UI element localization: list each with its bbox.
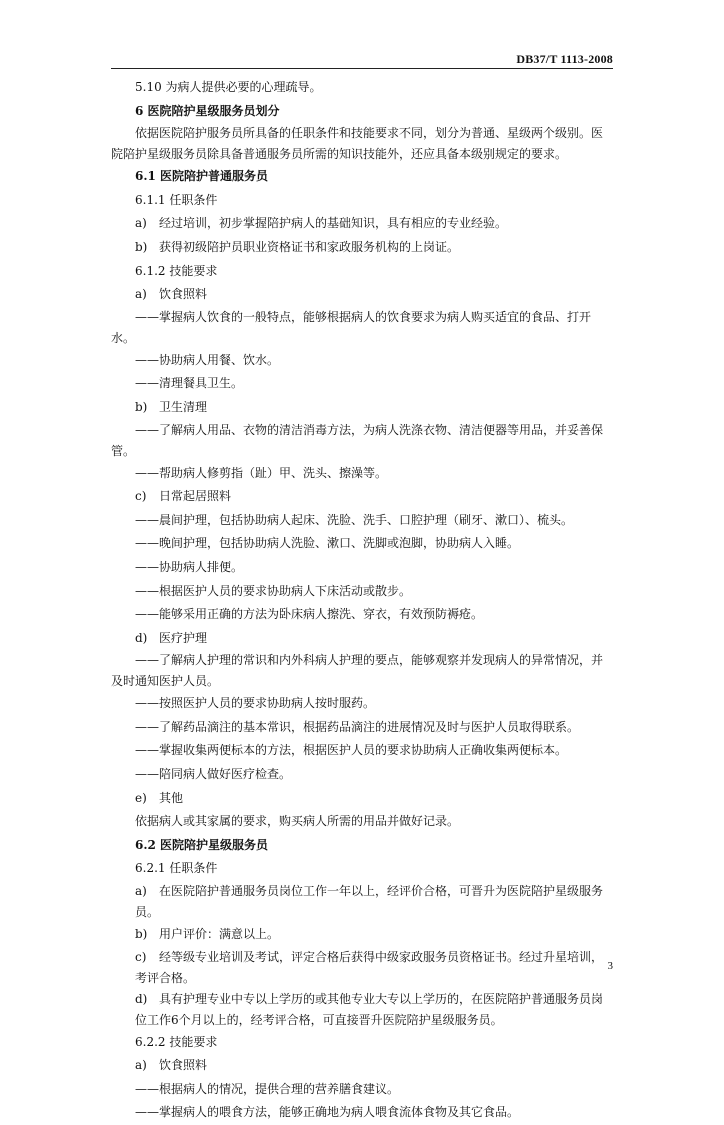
- paragraph: ——了解病人用品、衣物的清洁消毒方法，为病人洗涤衣物、清洁便器等用品，并妥善保管。: [111, 422, 604, 458]
- header-rule: [111, 68, 613, 69]
- list-item-text: 饮食照料: [159, 1058, 208, 1073]
- paragraph: 依据医院陪护服务员所具备的任职条件和技能要求不同，划分为普通、星级两个级别。医院陪护星级服务员除具备普通服务员所需的知识技能外，还应具备本级别规定的要求。: [111, 126, 604, 162]
- text-line: ——掌握收集两便标本的方法，根据医护人员的要求协助病人正确收集两便标本。: [135, 743, 568, 758]
- list-item-label: c): [135, 489, 147, 504]
- list-item-label: a): [135, 884, 147, 899]
- list-item-text: 饮食照料: [159, 287, 208, 302]
- page-number: 3: [607, 960, 613, 972]
- section-heading: 6 医院陪护星级服务员划分: [135, 103, 280, 118]
- text-line: ——陪同病人做好医疗检查。: [135, 767, 292, 782]
- document-body: [111, 76, 613, 1125]
- text-line: ——协助病人用餐、饮水。: [135, 352, 280, 367]
- list-item: [111, 396, 613, 420]
- text-line: 5.10 为病人提供必要的心理疏导。: [135, 80, 322, 94]
- list-item-label: d): [135, 630, 148, 645]
- list-item-text: 经等级专业培训及考试，评定合格后获得中级家政服务员资格证书。经过升星培训，考评合格。: [135, 949, 604, 985]
- section-heading: 6.2 医院陪护星级服务员: [135, 837, 269, 852]
- text-line: 6.2.1 任职条件: [135, 861, 218, 876]
- text-line: ——清理餐具卫生。: [135, 376, 244, 391]
- list-item: [111, 485, 613, 509]
- text-line: 依据病人或其家属的要求，购买病人所需的用品并做好记录。: [135, 814, 460, 829]
- text-line: ——晨间护理，包括协助病人起床、洗脸、洗手、口腔护理（刷牙、漱口）、梳头。: [135, 512, 574, 527]
- text-line: 6.1.2 技能要求: [135, 263, 218, 278]
- document-code: DB37/T 1113-2008: [516, 52, 613, 66]
- list-item: [111, 923, 613, 947]
- list-item-label: c): [135, 949, 147, 964]
- list-item: [111, 881, 613, 923]
- section-heading: 6.1 医院陪护普通服务员: [135, 169, 269, 184]
- list-item-label: b): [135, 927, 148, 942]
- list-item-text: 经过培训，初步掌握陪护病人的基础知识，具有相应的专业经验。: [159, 216, 508, 231]
- list-item: [111, 212, 613, 236]
- text-line: ——根据医护人员的要求协助病人下床活动或散步。: [135, 583, 412, 598]
- text-line: ——能够采用正确的方法为卧床病人擦洗、穿衣，有效预防褥疮。: [135, 607, 484, 622]
- list-item: [111, 627, 613, 651]
- text-line: ——根据病人的情况，提供合理的营养膳食建议。: [135, 1081, 400, 1096]
- list-item-label: a): [135, 216, 147, 231]
- list-item-text: 医疗护理: [159, 630, 208, 645]
- text-line: ——协助病人排便。: [135, 559, 244, 574]
- text-line: ——晚间护理，包括协助病人洗脸、漱口、洗脚或泡脚，协助病人入睡。: [135, 536, 520, 551]
- list-item-text: 在医院陪护普通服务员岗位工作一年以上，经评价合格，可晋升为医院陪护星级服务员。: [135, 884, 604, 920]
- list-item: [111, 283, 613, 307]
- text-line: 6.1.1 任职条件: [135, 192, 218, 207]
- list-item: [111, 787, 613, 811]
- list-item-text: 具有护理专业中专以上学历的或其他专业大专以上学历的，在医院陪护普通服务员岗位工作6个月以上的，经考评合格，可直接晋升医院陪护星级服务员。: [135, 991, 604, 1027]
- list-item-label: a): [135, 287, 147, 302]
- list-item-label: b): [135, 239, 148, 254]
- list-item-text: 获得初级陪护员职业资格证书和家政服务机构的上岗证。: [159, 239, 460, 254]
- paragraph: ——了解病人护理的常识和内外科病人护理的要点，能够观察并发现病人的异常情况，并及时通知医护人员。: [111, 653, 604, 689]
- list-item-label: b): [135, 399, 148, 414]
- text-line: ——帮助病人修剪指（趾）甲、洗头、擦澡等。: [135, 465, 388, 480]
- list-item-text: 日常起居照料: [159, 489, 232, 504]
- paragraph: ——掌握病人饮食的一般特点，能够根据病人的饮食要求为病人购买适宜的食品、打开水。: [111, 309, 592, 345]
- list-item-label: d): [135, 991, 148, 1006]
- list-item: [111, 989, 613, 1031]
- list-item-text: 用户评价：满意以上。: [159, 927, 280, 942]
- text-line: ——按照医护人员的要求协助病人按时服药。: [135, 696, 376, 711]
- list-item-text: 卫生清理: [159, 399, 208, 414]
- list-item-label: a): [135, 1058, 147, 1073]
- text-line: ——了解药品滴注的基本常识，根据药品滴注的进展情况及时与医护人员取得联系。: [135, 719, 580, 734]
- text-line: 6.2.2 技能要求: [135, 1034, 218, 1049]
- list-item: [111, 236, 613, 260]
- list-item: [111, 1054, 613, 1078]
- list-item: [111, 947, 613, 989]
- list-item-label: e): [135, 790, 147, 805]
- text-line: ——掌握病人的喂食方法，能够正确地为病人喂食流体食物及其它食品。: [135, 1105, 520, 1120]
- list-item-text: 其他: [159, 790, 184, 805]
